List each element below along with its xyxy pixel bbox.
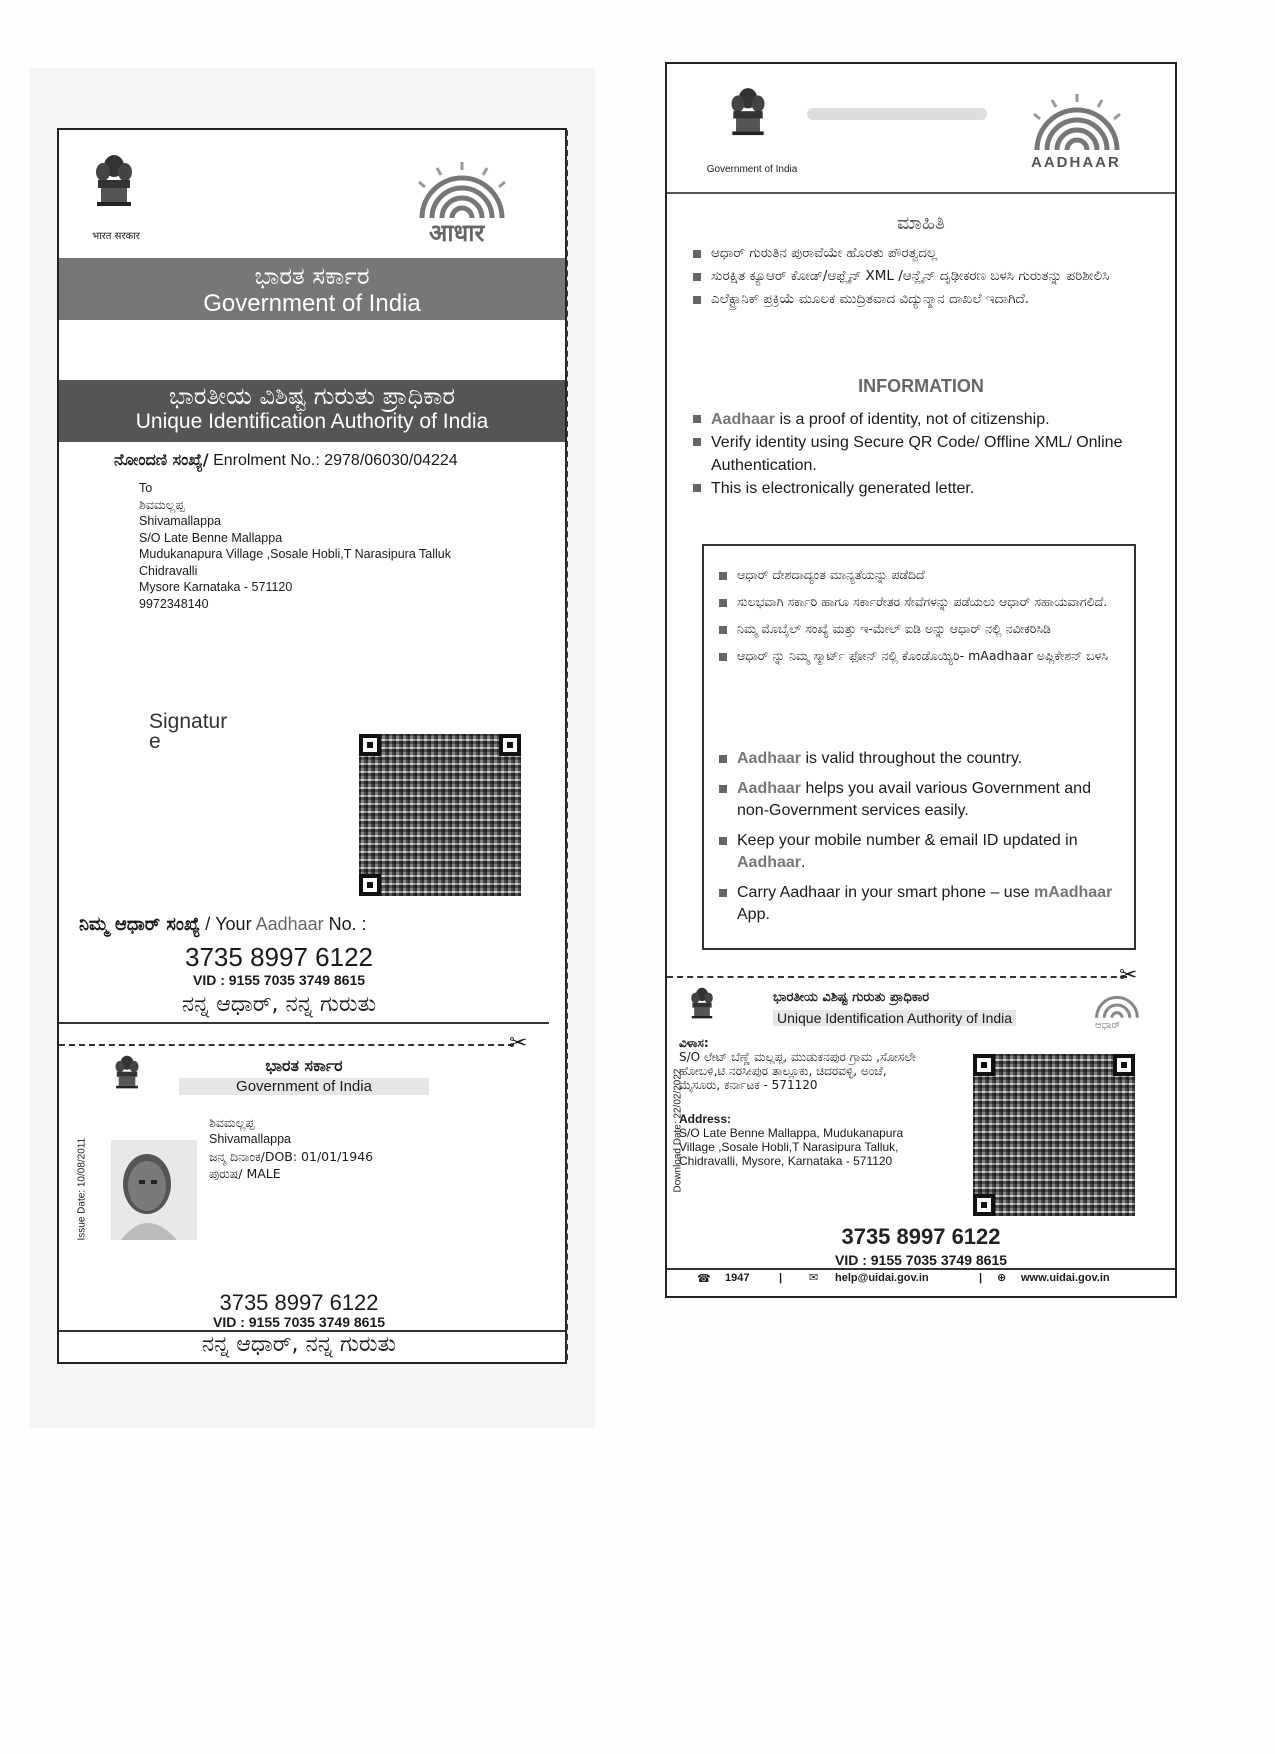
- scissors-icon: ✂: [509, 1030, 528, 1055]
- benefit-item-3-text: Keep your mobile number & email ID updated in: [737, 832, 1078, 849]
- benefit-item-2-text: helps you avail various Government and non-Government services easily.: [737, 780, 1091, 819]
- benefit-item-3: [719, 830, 1119, 874]
- globe-icon: ⊕: [997, 1272, 1007, 1284]
- benefit-item-kn: ಆಧಾರ್ ನ್ನು ನಿಮ್ಮ ಸ್ಮಾರ್ಟ್ ಫೋನ್ ನಲ್ಲಿ ಕೊಂಡೊಯ್ಯಿರಿ- mAadhaar ಅಪ್ಲಿಕೇಶನ್ ಬಳಸಿ: [719, 647, 1119, 664]
- address-line: Shivamallappa: [139, 514, 221, 528]
- email-address: help@uidai.gov.in: [835, 1272, 929, 1284]
- scissors-icon: ✂: [1119, 962, 1138, 987]
- letter-tagline: ನನ್ನ ಆಧಾರ್, ನನ್ನ ಗುರುತು: [181, 992, 377, 1017]
- card-uidai-english: Unique Identification Authority of India: [773, 1010, 1016, 1026]
- emblem-caption: Government of India: [706, 164, 798, 175]
- enrolment-label-en: Enrolment No.:: [213, 452, 320, 469]
- info-item-3: This is electronically generated letter.: [693, 477, 1163, 500]
- card-gov-english: Government of India: [179, 1078, 429, 1095]
- aadhaar-label-word: Aadhaar: [255, 914, 324, 934]
- benefits-list-kannada: [719, 566, 1119, 664]
- holder-gender: ಪುರುಷ/ MALE: [209, 1166, 281, 1181]
- benefit-item-2: [719, 778, 1119, 822]
- info-item-kn: ಸುರಕ್ಷಿತ ಕ್ಯೂಆರ್ ಕೋಡ್/ಆಫ್ಲೈನ್ XML /ಆನ್ಲೈನ್ ದೃಢೀಕರಣ ಬಳಸಿ ಗುರುತನ್ನು ಪರಿಶೀಲಿಸಿ: [693, 267, 1153, 286]
- enrolment-number: 2978/06030/04224: [324, 452, 458, 469]
- benefit-item-3-end: .: [801, 854, 806, 871]
- aadhaar-label-end: No. :: [328, 914, 367, 934]
- national-emblem-icon: [725, 84, 771, 142]
- address-line: ಶಿವಮಲ್ಲಪ್ಪ: [139, 496, 185, 512]
- card-holder-details: [209, 1114, 373, 1182]
- issue-date: Issue Date: 10/08/2011: [76, 1137, 88, 1241]
- address-line: Mysore Karnataka - 571120: [139, 580, 293, 594]
- aadhaar-label-sep: / Your: [205, 914, 252, 934]
- uidai-kannada: ಭಾರತೀಯ ವಿಶಿಷ್ಟ ಗುರುತು ಪ್ರಾಧಿಕಾರ: [168, 382, 456, 410]
- digital-signature: Signatur e: [149, 710, 228, 753]
- info-item-kn: ಆಧಾರ್ ಗುರುತಿನ ಪುರಾವೆಯೇ ಹೊರತು ಪೌರತ್ವದಲ್ಲ: [693, 244, 1153, 263]
- address-english: [679, 1112, 929, 1168]
- address-line: To: [139, 481, 153, 495]
- address-text-en: S/O Late Benne Mallappa, Mudukanapura Village ,Sosale Hobli,T Narasipura Talluk, Chidravalli, Mysore, Karnataka - 571120: [679, 1126, 904, 1168]
- card-vid-number: VID : 9155 7035 3749 8615: [212, 1314, 386, 1330]
- benefit-item-1: [719, 748, 1119, 770]
- aadhaar-logo-text: AADHAAR: [1031, 154, 1121, 171]
- address-text-kn: S/O ಲೇಟ್ ಬೆಣ್ಣೆ ಮಲ್ಲಪ್ಪ, ಮುಡುಕನಪುರ ಗ್ರಾಮ ,ಸೋಸಲೇ ಹೋಬಳಿ,ಟಿ ನರಸೀಪುರ ತಾಲ್ಲೂಕು, ಚಿದರವಳ್ಳಿ, ಅಂಚೆ, ಮೈಸೂರು, ಕರ್ನಾಟಕ - 571120: [679, 1050, 917, 1092]
- aadhaar-word: Aadhaar: [711, 411, 776, 428]
- qr-code: [359, 734, 521, 896]
- uidai-band: [59, 380, 565, 442]
- benefit-item-kn: ಸುಲಭವಾಗಿ ಸರ್ಕಾರಿ ಹಾಗೂ ಸರ್ಕಾರೇತರ ಸೇವೆಗಳನ್ನು ಪಡೆಯಲು ಆಧಾರ್ ಸಹಾಯವಾಗಲಿದೆ.: [719, 593, 1119, 610]
- emblem-caption: भारत सरकार: [92, 231, 140, 242]
- card-gov-kannada: ಭಾರತ ಸರ್ಕಾರ: [265, 1056, 343, 1075]
- holder-name-en: Shivamallappa: [209, 1132, 291, 1146]
- address-line: 9972348140: [139, 596, 209, 611]
- header-smudge: [807, 108, 987, 120]
- benefit-item-kn: ನಿಮ್ಮ ಮೊಬೈಲ್ ಸಂಖ್ಯೆ ಮತ್ತು ಇ-ಮೇಲ್ ಐಡಿ ಅನ್ನು ಆಧಾರ್ ನಲ್ಲಿ ನವೀಕರಿಸಿಡಿ: [719, 620, 1119, 637]
- cut-line: [59, 1044, 514, 1046]
- cut-line: [667, 976, 1127, 978]
- aadhaar-number-label: [79, 914, 367, 935]
- national-emblem-icon: [687, 984, 717, 1024]
- info-item-2: Verify identity using Secure QR Code/ Offline XML/ Online Authentication.: [693, 431, 1163, 477]
- aadhaar-word: Aadhaar: [737, 780, 802, 797]
- address-label-en: Address:: [679, 1112, 732, 1126]
- info-item-1: [693, 408, 1163, 431]
- national-emblem-icon: [89, 152, 139, 212]
- aadhaar-word: Aadhaar: [737, 750, 802, 767]
- benefit-item-4: [719, 882, 1119, 926]
- aadhaar-word: Aadhaar: [737, 854, 802, 871]
- vid-number: VID : 9155 7035 3749 8615: [192, 972, 366, 988]
- card-logo-text: ಆಧಾರ್: [1095, 1020, 1121, 1031]
- address-label-kn: ವಿಳಾಸ:: [679, 1036, 709, 1050]
- aadhaar-label-kn: ನಿಮ್ಮ ಆಧಾರ್ ಸಂಖ್ಯೆ: [79, 914, 201, 935]
- divider: [59, 1022, 549, 1024]
- phone-icon: ☎: [697, 1273, 711, 1285]
- aadhaar-info-panel: [665, 62, 1177, 1298]
- cut-line: [566, 130, 568, 1360]
- aadhaar-logo-text: आधार: [429, 219, 485, 247]
- info-list-kannada: [693, 244, 1153, 309]
- holder-name-kn: ಶಿವಮಲ್ಲಪ್ಪ: [209, 1115, 255, 1130]
- website-url: www.uidai.gov.in: [1021, 1272, 1110, 1284]
- card-tagline: ನನ್ನ ಆಧಾರ್, ನನ್ನ ಗುರುತು: [201, 1332, 397, 1357]
- holder-photo: [111, 1140, 197, 1240]
- card-vid-number: VID : 9155 7035 3749 8615: [834, 1252, 1008, 1268]
- gov-kannada: ಭಾರತ ಸರ್ಕಾರ: [254, 262, 370, 290]
- address-line: Chidravalli: [139, 563, 198, 578]
- government-band: [59, 258, 565, 320]
- footer-separator: |: [979, 1272, 983, 1284]
- qr-code: [973, 1054, 1135, 1216]
- aadhaar-letter-panel: [57, 128, 567, 1364]
- card-aadhaar-number: 3735 8997 6122: [219, 1290, 379, 1315]
- benefit-item-4-text: Carry Aadhaar in your smart phone – use: [737, 884, 1035, 901]
- benefit-item-kn: ಆಧಾರ್ ದೇಶದಾದ್ಯಂತ ಮಾನ್ಯತೆಯನ್ನು ಪಡೆದಿದೆ: [719, 566, 1119, 583]
- info-list-english: [693, 408, 1163, 500]
- info-item-1-text: is a proof of identity, not of citizenship.: [775, 411, 1050, 428]
- gov-english: Government of India: [203, 290, 421, 317]
- enrolment-label-kn: ನೋಂದಣಿ ಸಂಖ್ಯೆ/: [114, 450, 209, 469]
- email-icon: ✉: [809, 1272, 819, 1284]
- card-uidai-kannada: ಭಾರತೀಯ ವಿಶಿಷ್ಟ ಗುರುತು ಪ್ರಾಧಿಕಾರ: [773, 990, 930, 1005]
- address-line: Mudukanapura Village ,Sosale Hobli,T Narasipura Talluk: [139, 547, 451, 561]
- address-kannada: [679, 1036, 925, 1092]
- benefit-item-1-text: is valid throughout the country.: [801, 750, 1023, 767]
- national-emblem-icon: [111, 1052, 143, 1094]
- card-aadhaar-number: 3735 8997 6122: [841, 1224, 1001, 1249]
- uidai-english: Unique Identification Authority of India: [135, 410, 489, 433]
- aadhaar-logo-icon: [1017, 92, 1137, 154]
- maadhaar-word: mAadhaar: [1034, 884, 1113, 901]
- benefit-item-4-end: App.: [737, 906, 770, 923]
- divider: [667, 192, 1175, 194]
- info-item-kn: ಎಲೆಕ್ಟ್ರಾನಿಕ್ ಪ್ರಕ್ರಿಯೆ ಮೂಲಕ ಮುದ್ರಿತವಾದ ವಿದ್ಯುನ್ಮಾನ ದಾಖಲೆ ಇದಾಗಿದೆ.: [693, 290, 1153, 309]
- holder-dob: ಜನ್ಮ ದಿನಾಂಕ/DOB: 01/01/1946: [209, 1149, 374, 1164]
- download-date: Download Date: 22/02/2022: [672, 1068, 684, 1193]
- aadhaar-logo-icon: [1089, 988, 1145, 1020]
- address-line: S/O Late Benne Mallappa: [139, 530, 283, 545]
- divider: [667, 1268, 1175, 1270]
- heading-kannada: ಮಾಹಿತಿ: [897, 212, 945, 234]
- aadhaar-number: 3735 8997 6122: [185, 942, 373, 972]
- benefits-list-english: [719, 748, 1119, 926]
- recipient-address: [139, 480, 451, 612]
- footer-separator: |: [779, 1272, 783, 1284]
- enrolment-line: [114, 450, 458, 470]
- phone-number: 1947: [725, 1272, 750, 1284]
- heading-english: INFORMATION: [858, 376, 984, 396]
- aadhaar-logo-icon: [407, 160, 517, 222]
